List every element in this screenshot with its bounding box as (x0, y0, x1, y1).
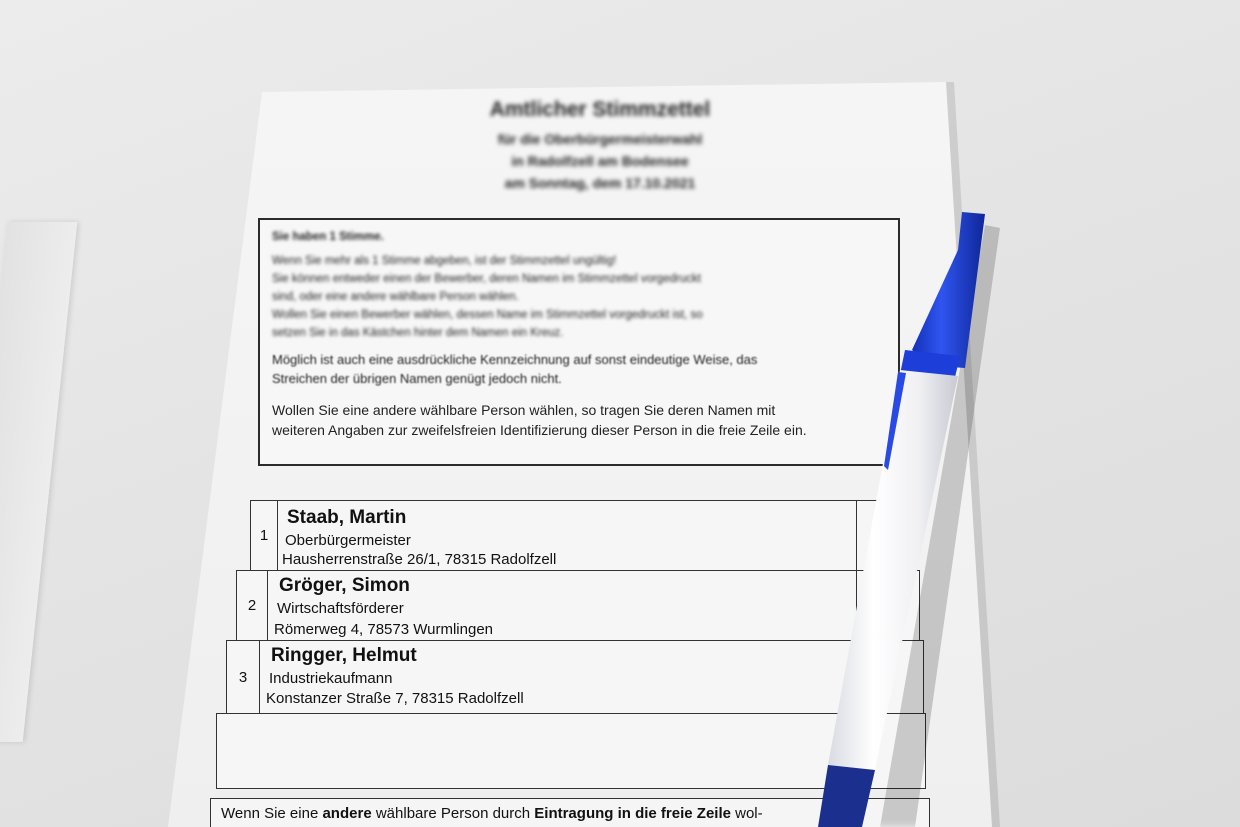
instructions-line-4: Wollen Sie einen Bewerber wählen, dessen Name im Stimmzettel vorgedruckt ist, so (272, 309, 703, 321)
candidate-address: Römerweg 4, 78573 Wurmlingen (274, 621, 494, 638)
candidate-row-1 (250, 500, 892, 571)
instructions-p3-line-1: Wollen Sie eine andere wählbare Person wählen, so tragen Sie deren Namen mit (272, 402, 776, 418)
candidate-occupation: Oberbürgermeister (285, 532, 411, 549)
instructions-p2-line-1: Möglich ist auch eine ausdrückliche Kennzeichnung auf sonst eindeutige Weise, das (272, 352, 758, 367)
instructions-line-2: Sie können entweder einen der Bewerber, deren Namen im Stimmzettel vorgedruckt (272, 273, 701, 285)
vote-checkbox[interactable] (856, 571, 919, 640)
candidate-name: Ringger, Helmut (271, 645, 417, 666)
instructions-line-1: Wenn Sie mehr als 1 Stimme abgeben, ist der Stimmzettel ungültig! (272, 255, 617, 267)
footer-bold-1: andere (322, 805, 372, 822)
instructions-p2-line-2: Streichen der übrigen Namen genügt jedoch nicht. (272, 371, 562, 386)
ballot-subtitle-1: für die Oberbürgermeisterwahl (497, 131, 703, 147)
instructions-heading: Sie haben 1 Stimme. (272, 231, 384, 243)
instructions-p3-line-2: weiteren Angaben zur zweifelsfreien Identifizierung dieser Person in die freie Zeile ein. (272, 422, 807, 438)
footer-note (210, 798, 930, 827)
candidate-name: Staab, Martin (287, 507, 407, 528)
instructions-line-5: setzen Sie in das Kästchen hinter dem Namen ein Kreuz. (272, 327, 564, 339)
candidate-address: Hausherrenstraße 26/1, 78315 Radolfzell (282, 551, 557, 568)
candidate-number: 3 (227, 641, 260, 713)
candidate-row-3 (226, 640, 924, 714)
instructions-line-3: sind, oder eine andere wählbare Person wählen. (272, 291, 519, 303)
candidate-name: Gröger, Simon (279, 575, 410, 596)
footer-bold-2: Eintragung in die freie Zeile (534, 805, 731, 822)
candidate-occupation: Industriekaufmann (269, 670, 393, 687)
vote-checkbox[interactable] (856, 501, 891, 570)
candidate-row-2 (236, 570, 920, 641)
footer-text-1: Wenn Sie eine (221, 805, 323, 822)
ballot-subtitle-3: am Sonntag, dem 17.10.2021 (504, 175, 696, 191)
ballot-title: Amtlicher Stimmzettel (489, 98, 711, 121)
free-write-in-row[interactable] (216, 713, 926, 789)
footer-text-3: wol- (730, 805, 763, 822)
candidate-occupation: Wirtschaftsförderer (277, 600, 404, 617)
candidate-address: Konstanzer Straße 7, 78315 Radolfzell (266, 690, 524, 707)
ballot-subtitle-2: in Radolfzell am Bodensee (511, 153, 689, 169)
candidate-number: 2 (237, 571, 268, 640)
footer-text-2: wählbare Person durch (371, 805, 535, 822)
candidate-number: 1 (251, 501, 278, 570)
